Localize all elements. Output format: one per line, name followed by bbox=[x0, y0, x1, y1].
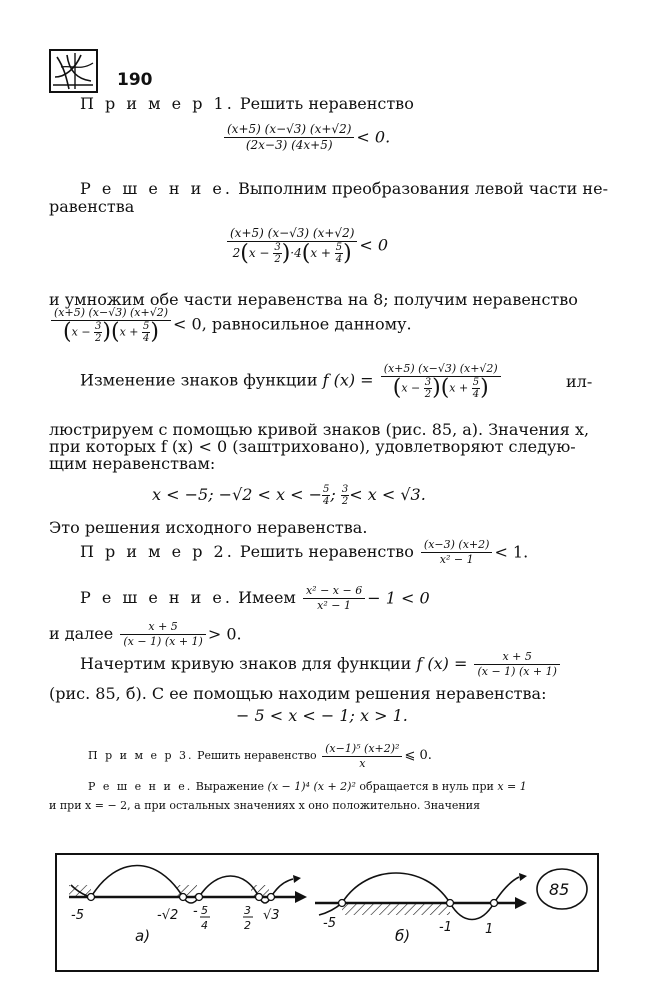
solution-3-text-1a: Выражение bbox=[195, 780, 265, 793]
solution-3-expression: (x − 1)⁴ (x + 2)² bbox=[267, 780, 356, 793]
frac-den: 2 bbox=[95, 333, 102, 344]
frac-num: 3 bbox=[341, 484, 349, 495]
fraction-denominator: x bbox=[359, 756, 366, 770]
fraction-numerator: (x+5) (x−√3) (x+√2) bbox=[227, 226, 357, 242]
solution-1-label: Р е ш е н и е. bbox=[80, 179, 233, 198]
example-1-label: П р и м е р 1. bbox=[80, 94, 235, 113]
root-point bbox=[339, 900, 346, 907]
fraction-denominator: (x − 1) (x + 1) bbox=[477, 665, 557, 678]
tick-label-frac-sign: - bbox=[193, 904, 198, 919]
solution-1-line-1 bbox=[80, 179, 608, 199]
relation: < 1. bbox=[494, 542, 529, 562]
tick-label: -√2 bbox=[157, 908, 179, 923]
solution-1-line-2: равенства bbox=[49, 197, 135, 216]
frac-num: 5 bbox=[143, 321, 150, 332]
relation: < 0. bbox=[356, 127, 391, 147]
solution-2-text-1: Имеем bbox=[238, 588, 296, 607]
tick-label: √3 bbox=[263, 908, 280, 923]
fraction-denominator: (x − $\frac{3}{2}$ )(x + $\frac{5}{4}$ ) bbox=[63, 319, 159, 345]
term-b: x + bbox=[310, 246, 331, 260]
tick-label-frac-num: 5 bbox=[201, 904, 208, 917]
example-1-statement bbox=[80, 94, 414, 114]
example-2-statement bbox=[80, 538, 528, 578]
sign-arc bbox=[342, 873, 450, 903]
axis-arrow-b bbox=[515, 897, 527, 909]
root-point bbox=[491, 900, 498, 907]
frac-num: 5 bbox=[323, 484, 330, 495]
sign-arc bbox=[91, 866, 183, 898]
solution-1-text-1: Выполним преобразования левой части не- bbox=[238, 179, 608, 198]
solution-2-answer: − 5 < x < − 1; x > 1. bbox=[236, 706, 408, 725]
frac-num: 5 bbox=[335, 242, 343, 253]
fraction-numerator: (x−3) (x+2) bbox=[421, 538, 493, 553]
solution-1-transformed-inequality bbox=[225, 226, 388, 282]
page-number: 190 bbox=[117, 70, 153, 90]
example-1-inequality bbox=[222, 122, 390, 162]
frac-den: 4 bbox=[143, 333, 150, 344]
root-point bbox=[180, 894, 187, 901]
solution-1-conclusion: Это решения исходного неравенства. bbox=[49, 518, 368, 537]
relation: − 1 < 0 bbox=[367, 588, 430, 608]
example-3-statement bbox=[88, 738, 432, 774]
fraction-denominator: (x − 1) (x + 1) bbox=[123, 635, 203, 648]
coef-2: 2 bbox=[232, 246, 241, 260]
solution-1-line-3: и умножим обе части неравенства на 8; получим неравенство bbox=[49, 290, 578, 309]
frac-den: 4 bbox=[472, 389, 480, 400]
tick-label: -5 bbox=[323, 916, 336, 931]
solution-2-text-3: Начертим кривую знаков для функции bbox=[80, 654, 412, 673]
root-point bbox=[196, 894, 203, 901]
tick-label-frac-num: 3 bbox=[244, 904, 251, 917]
relation: ⩽ 0. bbox=[404, 748, 432, 763]
frac-den: 2 bbox=[424, 389, 432, 400]
frac-num: 3 bbox=[95, 321, 102, 332]
sign-curve-a bbox=[69, 866, 307, 946]
function-name: f (x) = bbox=[322, 370, 374, 390]
tick-label: -5 bbox=[71, 908, 84, 923]
frac-den: 2 bbox=[341, 496, 349, 507]
figure-85 bbox=[55, 853, 599, 972]
solution-1-equivalent-inequality bbox=[49, 306, 412, 358]
function-text: Изменение знаков функции bbox=[80, 370, 318, 390]
root-point bbox=[256, 894, 263, 901]
term-b: x + bbox=[119, 325, 139, 339]
panel-caption-a: а) bbox=[135, 927, 151, 945]
fraction-denominator: (2x−3) (4x+5) bbox=[245, 138, 333, 152]
relation: < 0 bbox=[359, 235, 389, 255]
fraction-numerator: (x−1)⁵ (x+2)² bbox=[322, 742, 402, 757]
solution-2-text-2: и далее bbox=[49, 624, 114, 643]
equivalent-text: < 0, равносильное данному. bbox=[173, 314, 412, 334]
sign-arc bbox=[199, 876, 259, 897]
tick-label-frac-den: 2 bbox=[244, 919, 251, 932]
root-point bbox=[447, 900, 454, 907]
term-a: x − bbox=[71, 325, 91, 339]
solution-1-function-line bbox=[80, 362, 503, 416]
solution-3-x1: x = 1 bbox=[497, 780, 527, 793]
solution-3-label: Р е ш е н и е. bbox=[88, 780, 193, 793]
frac-den: 4 bbox=[323, 496, 330, 507]
relation: > 0. bbox=[207, 624, 242, 644]
fraction-numerator: x² − x − 6 bbox=[303, 584, 365, 599]
frac-num: 3 bbox=[274, 242, 281, 253]
coef-4: ·4 bbox=[290, 246, 302, 260]
fraction-numerator: (x+5) (x−√3) (x+√2) bbox=[224, 122, 354, 138]
frac-den: 2 bbox=[274, 254, 281, 265]
tick-label: 1 bbox=[485, 922, 494, 937]
sign-arc bbox=[450, 903, 494, 920]
example-2-text: Решить неравенство bbox=[239, 542, 414, 561]
axis-arrow-a bbox=[295, 891, 307, 903]
solution-1-line-8: щим неравенствам: bbox=[49, 454, 216, 473]
sign-curve-b bbox=[315, 873, 527, 945]
hatch-region bbox=[342, 903, 450, 915]
tick-label: -1 bbox=[439, 920, 452, 935]
frac-den: 4 bbox=[335, 254, 343, 265]
root-point bbox=[268, 894, 275, 901]
solution-1-line-6: люстрируем с помощью кривой знаков (рис. 85, а). Значения x, bbox=[49, 420, 590, 439]
solution-1-line-7: при которых f (x) < 0 (заштриховано), удовлетворяют следую- bbox=[49, 437, 576, 456]
answer-part-a: x < −5; −√2 < x < − bbox=[152, 485, 323, 504]
fraction-denominator: x² − 1 bbox=[317, 599, 351, 612]
solution-2-line-1 bbox=[80, 584, 430, 624]
frac-num: 5 bbox=[472, 377, 480, 388]
solution-3-line-1 bbox=[88, 780, 527, 794]
term-b: x + bbox=[449, 381, 469, 395]
solution-1-answer bbox=[152, 484, 426, 520]
fraction-denominator: 2(x − $\frac{3}{2}$ )·4(x + $\frac{5}{4}$ ) bbox=[232, 241, 352, 266]
solution-3-line-2: и при x = − 2, а при остальных значениях x оно положительно. Значения bbox=[49, 799, 481, 812]
example-2-label: П р и м е р 2. bbox=[80, 542, 235, 561]
sign-arc bbox=[271, 879, 293, 897]
answer-part-c: < x < √3. bbox=[349, 485, 426, 504]
example-3-text: Решить неравенство bbox=[197, 749, 317, 762]
fraction-numerator: (x+5) (x−√3) (x+√2) bbox=[381, 362, 501, 377]
example-1-text: Решить неравенство bbox=[239, 94, 414, 113]
solution-1-hyphen: ил- bbox=[566, 372, 593, 391]
function-name: f (x) = bbox=[416, 654, 468, 673]
fraction-numerator: x + 5 bbox=[120, 620, 206, 635]
figure-number: 85 bbox=[549, 880, 570, 899]
sign-curves-svg bbox=[57, 855, 597, 970]
solution-2-label: Р е ш е н и е. bbox=[80, 588, 233, 607]
answer-separator: ; bbox=[330, 485, 336, 504]
fraction-numerator: x + 5 bbox=[474, 650, 560, 665]
tick-label-frac-den: 4 bbox=[201, 919, 208, 932]
root-point bbox=[88, 894, 95, 901]
logo-graph-curves-icon bbox=[49, 49, 98, 93]
fraction-denominator: x² − 1 bbox=[439, 553, 474, 566]
example-3-label: П р и м е р 3. bbox=[88, 749, 194, 762]
fraction-numerator: (x+5) (x−√3) (x+√2) bbox=[51, 306, 171, 321]
panel-caption-b: б) bbox=[395, 927, 411, 945]
solution-2-line-4: (рис. 85, б). С ее помощью находим решения неравенства: bbox=[49, 684, 547, 703]
term-a: x − bbox=[401, 381, 421, 395]
solution-3-text-1b: обращается в нуль при bbox=[359, 780, 494, 793]
term-a: x − bbox=[248, 246, 270, 260]
fraction-denominator: (x − $\frac{3}{2}$ )(x + $\frac{5}{4}$ ) bbox=[392, 375, 489, 401]
frac-num: 3 bbox=[424, 377, 432, 388]
